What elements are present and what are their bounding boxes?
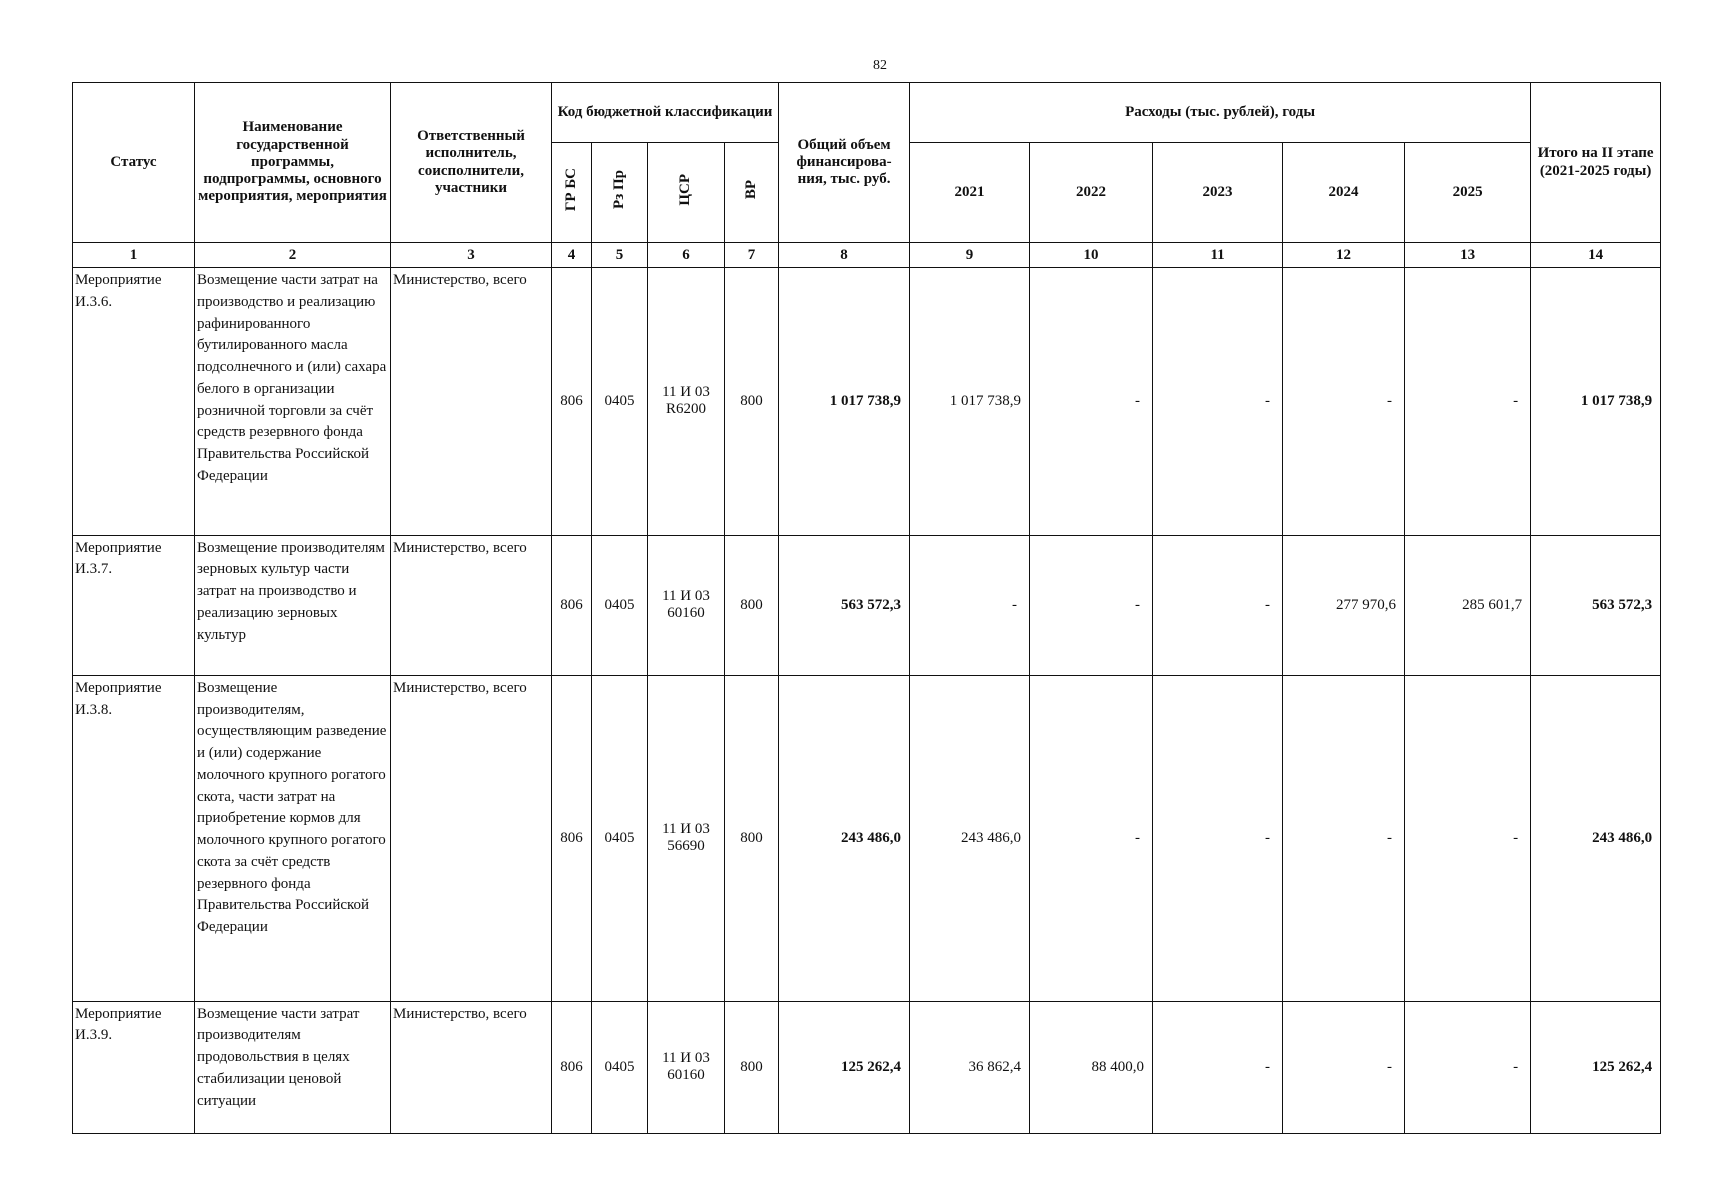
row-2021: 36 862,4: [910, 1001, 1030, 1133]
row-2024: 277 970,6: [1283, 535, 1405, 675]
row-2022: -: [1030, 268, 1153, 536]
column-number: 6: [648, 243, 725, 268]
row-csr: 11 И 03 R6200: [648, 268, 725, 536]
row-rzpr: 0405: [592, 535, 648, 675]
column-number: 12: [1283, 243, 1405, 268]
header-budget-code: Код бюджетной классификации: [552, 83, 779, 143]
column-number: 5: [592, 243, 648, 268]
header-year-2024: 2024: [1283, 143, 1405, 243]
table-row: [73, 1001, 1661, 1133]
column-number: 4: [552, 243, 592, 268]
header-responsible: Ответственный исполнитель, соисполнители, участники: [391, 83, 552, 243]
row-grbs: 806: [552, 675, 592, 1001]
budget-table: [72, 82, 1661, 1134]
header-stage-total: Итого на II этапе (2021-2025 годы): [1531, 83, 1661, 243]
row-2021: 243 486,0: [910, 675, 1030, 1001]
row-program-name: Возмещение части затрат производителям продовольствия в целях стабилизации ценовой ситуации: [195, 1001, 391, 1133]
row-grbs: 806: [552, 268, 592, 536]
column-number: 14: [1531, 243, 1661, 268]
row-2023: -: [1153, 268, 1283, 536]
column-number: 7: [725, 243, 779, 268]
row-stage-total: 125 262,4: [1531, 1001, 1661, 1133]
row-2021: 1 017 738,9: [910, 268, 1030, 536]
column-number: 8: [779, 243, 910, 268]
row-2025: -: [1405, 675, 1531, 1001]
row-stage-total: 563 572,3: [1531, 535, 1661, 675]
column-numbers-row: [73, 243, 1661, 268]
column-number: 3: [391, 243, 552, 268]
row-stage-total: 1 017 738,9: [1531, 268, 1661, 536]
row-rzpr: 0405: [592, 675, 648, 1001]
header-year-2022: 2022: [1030, 143, 1153, 243]
column-number: 9: [910, 243, 1030, 268]
table-row: [73, 675, 1661, 1001]
row-status: Мероприятие И.3.6.: [73, 268, 195, 536]
row-csr: 11 И 03 60160: [648, 535, 725, 675]
row-grbs: 806: [552, 1001, 592, 1133]
row-status: Мероприятие И.3.8.: [73, 675, 195, 1001]
row-rzpr: 0405: [592, 1001, 648, 1133]
row-responsible: Министерство, всего: [391, 268, 552, 536]
row-total: 563 572,3: [779, 535, 910, 675]
row-2023: -: [1153, 535, 1283, 675]
row-program-name: Возмещение части затрат на производство и реализацию рафинированного бутилированного масла подсолнечного и (или) сахара белого в организации розничной торговли за счёт средств резервного фонда Правительства Российской Федерации: [195, 268, 391, 536]
header-rzpr: Рз Пр: [592, 143, 648, 243]
column-number: 2: [195, 243, 391, 268]
table-row: [73, 268, 1661, 536]
row-total: 1 017 738,9: [779, 268, 910, 536]
header-total-volume: Общий объем финансирова-ния, тыс. руб.: [779, 83, 910, 243]
row-vr: 800: [725, 535, 779, 675]
row-program-name: Возмещение производителям зерновых культур части затрат на производство и реализацию зерновых культур: [195, 535, 391, 675]
header-program-name: Наименование государственной программы, подпрограммы, основного мероприятия, мероприятия: [195, 83, 391, 243]
row-2023: -: [1153, 1001, 1283, 1133]
row-2022: -: [1030, 675, 1153, 1001]
row-status: Мероприятие И.3.9.: [73, 1001, 195, 1133]
row-2021: -: [910, 535, 1030, 675]
row-vr: 800: [725, 675, 779, 1001]
row-2022: 88 400,0: [1030, 1001, 1153, 1133]
header-vr: ВР: [725, 143, 779, 243]
row-rzpr: 0405: [592, 268, 648, 536]
row-2025: 285 601,7: [1405, 535, 1531, 675]
row-stage-total: 243 486,0: [1531, 675, 1661, 1001]
row-2024: -: [1283, 268, 1405, 536]
row-2022: -: [1030, 535, 1153, 675]
row-responsible: Министерство, всего: [391, 675, 552, 1001]
row-2024: -: [1283, 675, 1405, 1001]
column-number: 10: [1030, 243, 1153, 268]
row-responsible: Министерство, всего: [391, 535, 552, 675]
row-grbs: 806: [552, 535, 592, 675]
header-csr: ЦСР: [648, 143, 725, 243]
row-total: 243 486,0: [779, 675, 910, 1001]
row-status: Мероприятие И.3.7.: [73, 535, 195, 675]
row-responsible: Министерство, всего: [391, 1001, 552, 1133]
row-total: 125 262,4: [779, 1001, 910, 1133]
header-expenses: Расходы (тыс. рублей), годы: [910, 83, 1531, 143]
header-year-2025: 2025: [1405, 143, 1531, 243]
row-vr: 800: [725, 1001, 779, 1133]
row-program-name: Возмещение производителям, осуществляющим разведение и (или) содержание молочного крупного рогатого скота, части затрат на приобретение кормов для молочного крупного рогатого скота за счёт средств резервного фонда Правительства Российской Федерации: [195, 675, 391, 1001]
header-status: Статус: [73, 83, 195, 243]
header-year-2023: 2023: [1153, 143, 1283, 243]
table-row: [73, 535, 1661, 675]
row-2025: -: [1405, 268, 1531, 536]
column-number: 1: [73, 243, 195, 268]
header-grbs: ГР БС: [552, 143, 592, 243]
row-csr: 11 И 03 60160: [648, 1001, 725, 1133]
row-2024: -: [1283, 1001, 1405, 1133]
row-vr: 800: [725, 268, 779, 536]
row-csr: 11 И 03 56690: [648, 675, 725, 1001]
column-number: 11: [1153, 243, 1283, 268]
column-number: 13: [1405, 243, 1531, 268]
row-2025: -: [1405, 1001, 1531, 1133]
page-number: 82: [873, 58, 887, 73]
row-2023: -: [1153, 675, 1283, 1001]
header-year-2021: 2021: [910, 143, 1030, 243]
